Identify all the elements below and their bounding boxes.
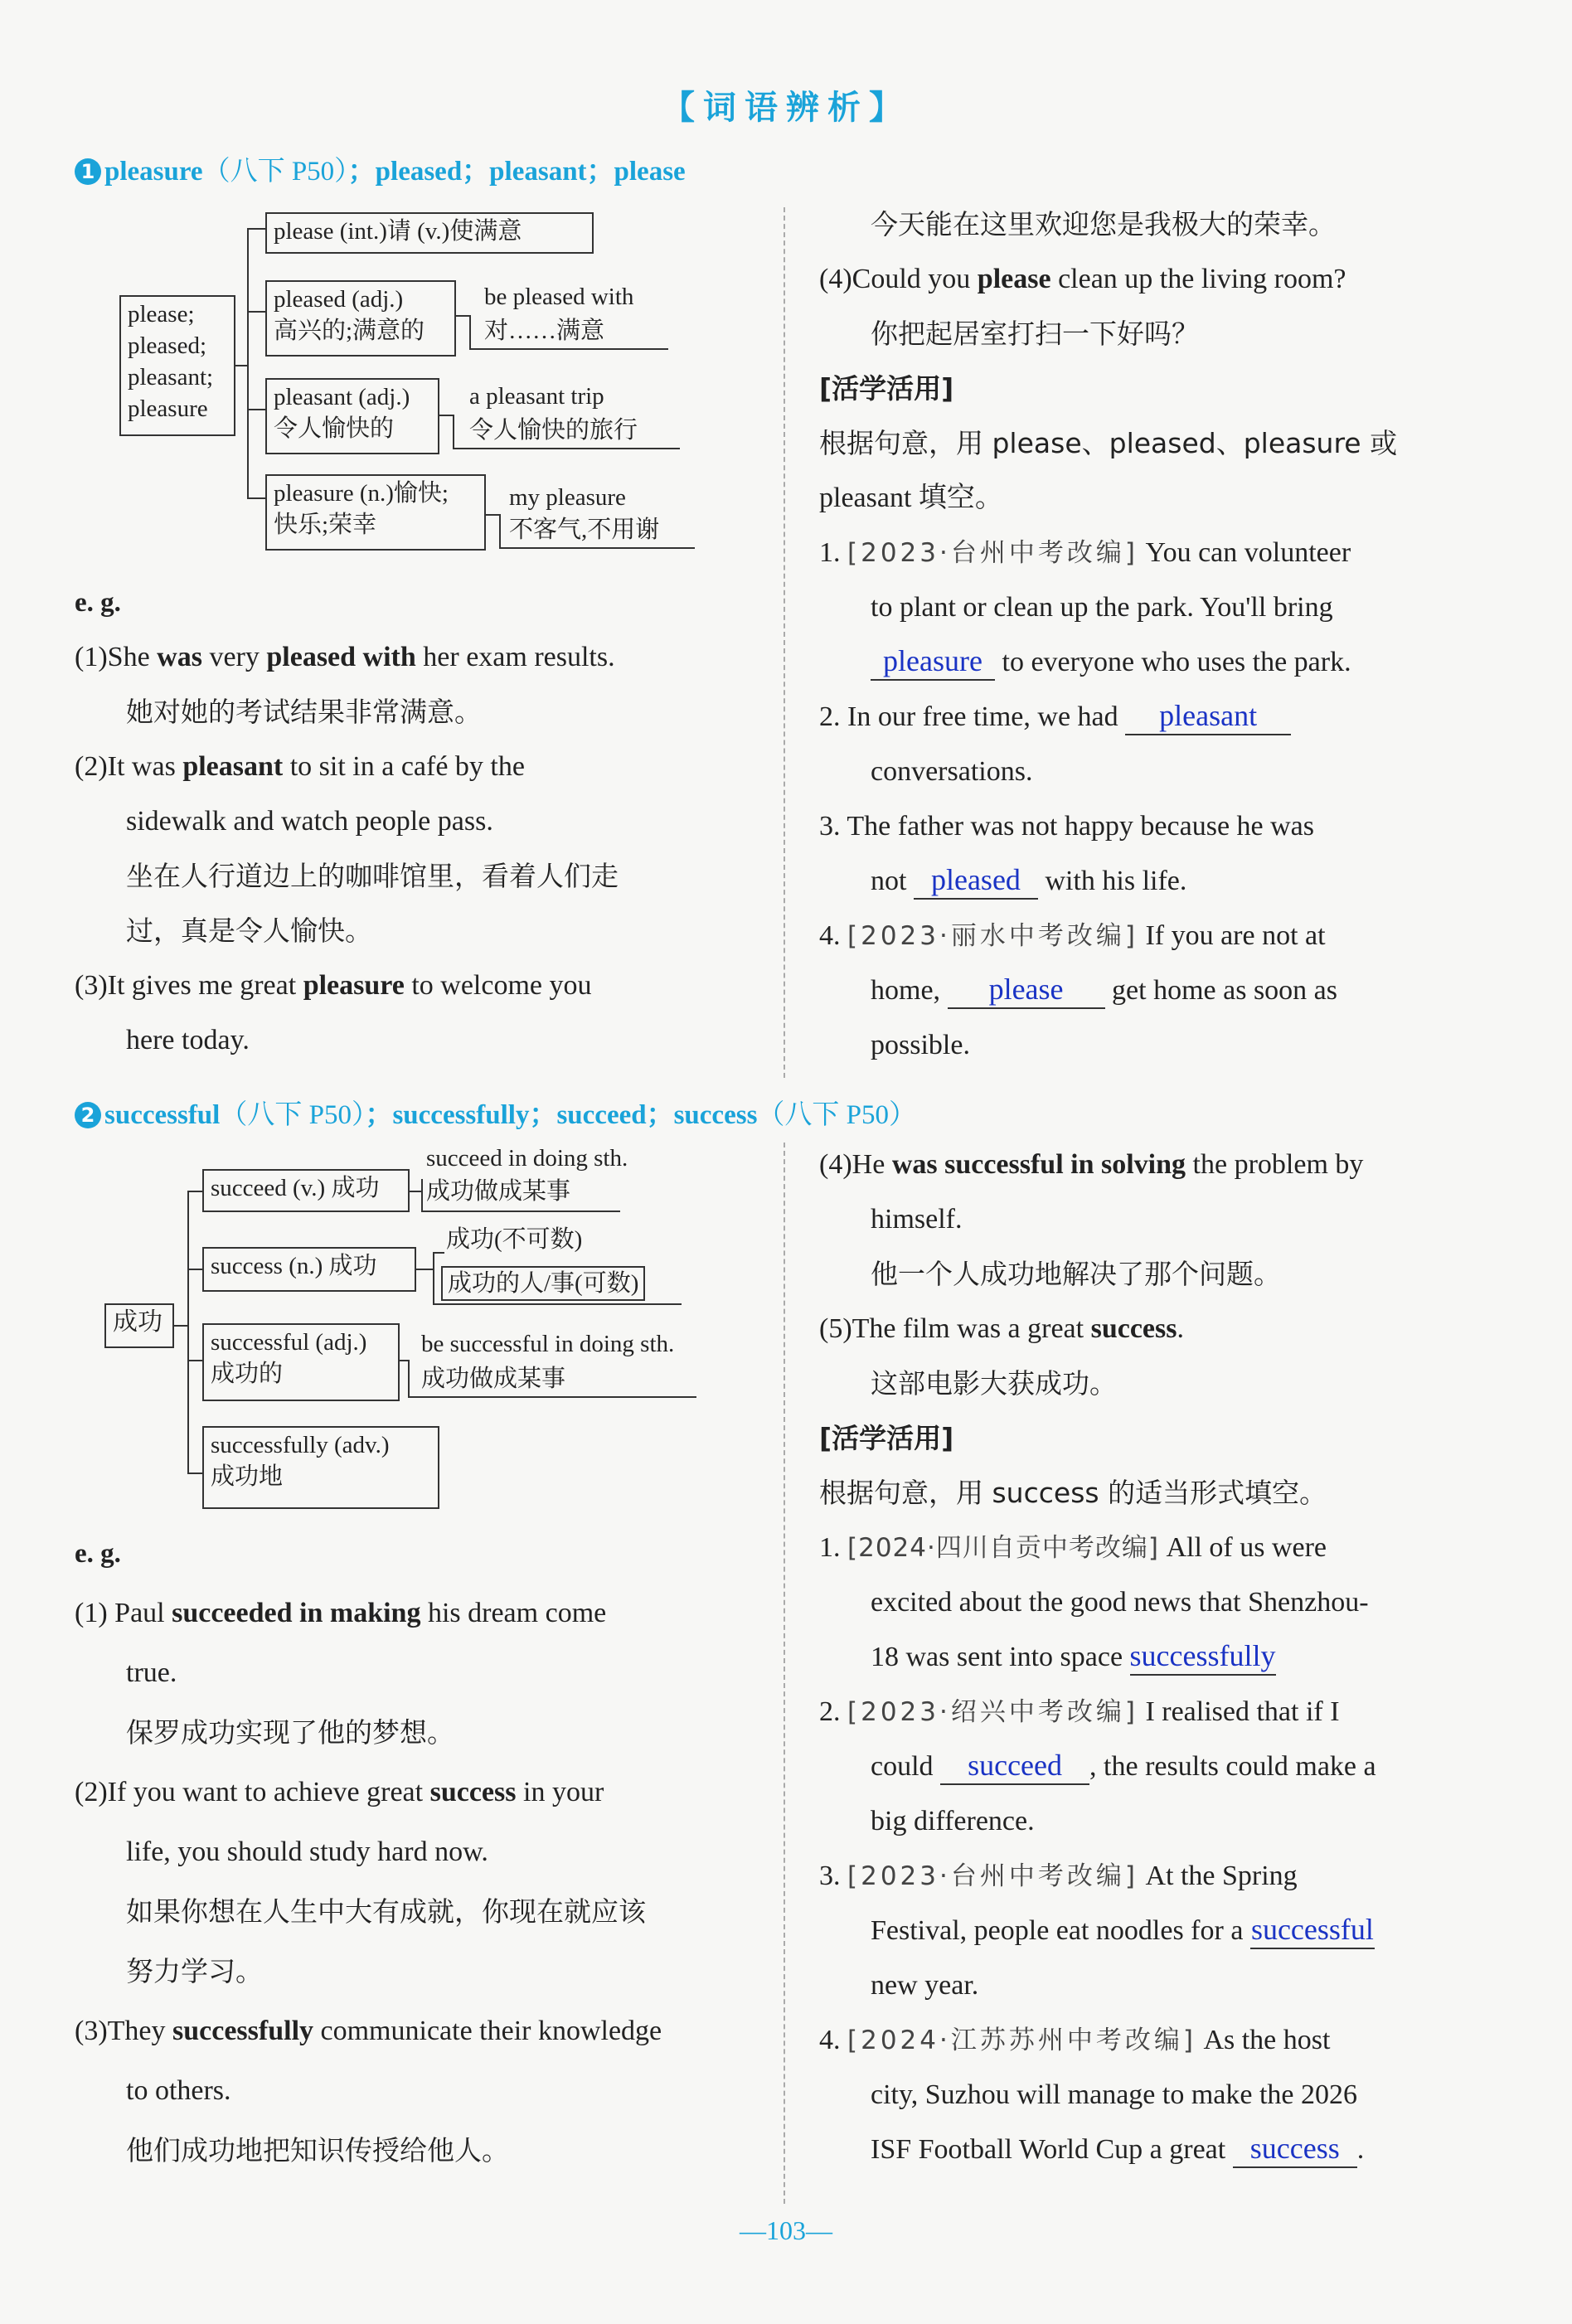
mindmap2-root: 成功: [104, 1303, 174, 1348]
section2-practice-heading: [活学活用]: [819, 1422, 954, 1454]
section1-heading-main: pleasure: [104, 157, 203, 187]
mindmap1-pleasant: pleasant (adj.) 令人愉快的: [265, 378, 439, 454]
section1-q1-line2: to plant or clean up the park. You'll bring: [871, 592, 1333, 623]
section1-q4-line3: possible.: [871, 1030, 970, 1060]
mindmap2-succeed: succeed (v.) 成功: [202, 1169, 410, 1212]
section1-q3-line2: not pleased with his life.: [819, 854, 1499, 909]
mindmap1-pleasant-sub2: 令人愉快的旅行: [469, 417, 638, 444]
section1-q4-line2: home, please get home as soon as: [819, 963, 1499, 1018]
page-number: —103—: [740, 2215, 832, 2245]
section1-example1-cn: 她对她的考试结果非常满意。: [126, 696, 482, 728]
section2-example3-cn: 他们成功地把知识传授给他人。: [126, 2134, 509, 2166]
mindmap1-pleasure-sub1: my pleasure: [509, 484, 626, 511]
mindmap2-success-sub1: 成功(不可数): [446, 1226, 583, 1253]
section2-example2: (2)If you want to achieve great success in your: [75, 1777, 604, 1807]
mindmap1-pleased-sub1: be pleased with: [484, 284, 634, 310]
section2-example3-line2: to others.: [126, 2075, 231, 2106]
section2-eg-label: e. g.: [75, 1539, 121, 1569]
section1-example3-cn: 今天能在这里欢迎您是我极大的荣幸。: [871, 208, 1336, 240]
section2-example1: (1) Paul succeeded in making his dream come: [75, 1598, 607, 1628]
section2-q3-answer[interactable]: successful: [1250, 1911, 1375, 1949]
page-title: 【词语辨析】: [662, 89, 910, 127]
section1-right-column: [819, 197, 1499, 1073]
section2-q4-answer[interactable]: success: [1233, 2130, 1357, 2168]
section2-q2: 2. [2023·绍兴中考改编] I realised that if I: [819, 1696, 1340, 1727]
section1-example2-cn2: 过，真是令人愉快。: [126, 915, 372, 947]
section2-q2-answer[interactable]: succeed: [940, 1747, 1089, 1785]
section2-example2-cn1: 如果你想在人生中大有成就，你现在就应该: [126, 1895, 646, 1928]
section1-practice-instruction2: pleasant 填空。: [819, 483, 1003, 513]
section1-q3: 3. The father was not happy because he was: [819, 811, 1314, 842]
section2-q1-line3: 18 was sent into space successfully: [819, 1630, 1507, 1685]
mindmap1-pleasure-sub2: 不客气,不用谢: [509, 517, 660, 543]
section2-example1-line2: true.: [126, 1657, 177, 1688]
section2-q1: 1. [2024·四川自贡中考改编] All of us were: [819, 1532, 1327, 1563]
mindmap2-successful-sub1: be successful in doing sth.: [421, 1331, 675, 1357]
section2-example5-cn: 这部电影大获成功。: [871, 1367, 1117, 1400]
section2-heading-rest: ；successfully；succeed；success: [365, 1100, 758, 1130]
mindmap1-pleasure: pleasure (n.)愉快; 快乐;荣幸: [265, 474, 486, 551]
section1-q1: 1. [2023·台州中考改编] You can volunteer: [819, 537, 1351, 568]
section2-q2-line2: could succeed , the results could make a: [819, 1739, 1507, 1794]
section2-q4: 4. [2024·江苏苏州中考改编] As the host: [819, 2025, 1331, 2055]
column-divider-2: [784, 1143, 785, 2204]
mindmap1-root: please; pleased; pleasant; pleasure: [119, 295, 235, 436]
column-divider-1: [784, 207, 785, 1078]
section1-example3: (3)It gives me great pleasure to welcome you: [75, 970, 592, 1001]
section1-q2: 2. In our free time, we had pleasant: [819, 690, 1499, 745]
section2-heading-ref2: （八下 P50）: [757, 1100, 917, 1130]
section1-example2-line2: sidewalk and watch people pass.: [126, 806, 493, 837]
section1-eg-label: e. g.: [75, 588, 121, 618]
section2-q1-answer[interactable]: successfully: [1130, 1637, 1276, 1676]
section2-heading: [75, 1093, 916, 1132]
section2-example4: (4)He was successful in solving the problem by: [819, 1149, 1364, 1180]
section2-right-column: [819, 1138, 1507, 2177]
section2-q4-line2: city, Suzhou will manage to make the 2026: [871, 2079, 1357, 2110]
section1-q3-answer[interactable]: pleased: [914, 861, 1038, 900]
section2-q1-line2: excited about the good news that Shenzhou-: [871, 1587, 1369, 1618]
section2-heading-main: successful: [104, 1100, 221, 1130]
mindmap2-succeed-sub1: succeed in doing sth.: [426, 1145, 628, 1172]
section2-q4-line3: ISF Football World Cup a great success .: [819, 2123, 1507, 2177]
section1-practice-heading: [活学活用]: [819, 372, 954, 405]
section1-q4-answer[interactable]: please: [948, 971, 1105, 1009]
mindmap2-successful-sub2: 成功做成某事: [421, 1366, 566, 1392]
mindmap1-pleasant-sub1: a pleasant trip: [469, 383, 604, 410]
section1-example2: (2)It was pleasant to sit in a café by the: [75, 751, 525, 782]
section2-example4-line2: himself.: [871, 1204, 963, 1235]
section2-example2-cn2: 努力学习。: [126, 1955, 263, 1987]
section1-example4-cn: 你把起居室打扫一下好吗？: [871, 318, 1199, 350]
section2-heading-ref1: （八下 P50）: [220, 1100, 366, 1130]
section2-q3: 3. [2023·台州中考改编] At the Spring: [819, 1861, 1298, 1891]
section1-example2-cn1: 坐在人行道边上的咖啡馆里，看着人们走: [126, 860, 619, 892]
section1-heading: [75, 149, 686, 188]
section1-examples-left: [75, 575, 754, 1068]
section2-practice-instruction: 根据句意，用 success 的适当形式填空。: [819, 1477, 1327, 1509]
section1-q2-line2: conversations.: [871, 756, 1033, 787]
section1-heading-rest: ；pleased；pleasant；please: [347, 157, 686, 187]
section1-q1-line3: pleasure to everyone who uses the park.: [819, 635, 1499, 690]
section2-q3-line2: Festival, people eat noodles for a successful: [819, 1904, 1507, 1958]
section2-example4-cn: 他一个人成功地解决了那个问题。: [871, 1258, 1281, 1290]
mindmap2-success-sub2: 成功的人/事(可数): [441, 1266, 645, 1301]
mindmap2-succeed-sub2: 成功做成某事: [426, 1178, 571, 1205]
section1-q2-answer[interactable]: pleasant: [1125, 697, 1291, 735]
section1-example3-line2: here today.: [126, 1025, 250, 1055]
section1-q4: 4. [2023·丽水中考改编] If you are not at: [819, 920, 1326, 951]
section1-practice-instruction1: 根据句意，用 please、pleased、pleasure 或: [819, 427, 1398, 459]
section1-q1-answer[interactable]: pleasure: [871, 643, 995, 681]
section2-example1-cn: 保罗成功实现了他的梦想。: [126, 1716, 454, 1749]
mindmap1-pleased: pleased (adj.) 高兴的;满意的: [265, 280, 456, 357]
mindmap2-successful: successful (adj.) 成功的: [202, 1323, 400, 1401]
section2-q2-line3: big difference.: [871, 1806, 1035, 1836]
section2-examples-left: [75, 1524, 754, 2181]
mindmap1-pleased-sub2: 对……满意: [484, 318, 605, 344]
section1-example1: (1)She was very pleased with her exam results.: [75, 642, 615, 672]
mindmap2-success: success (n.) 成功: [202, 1247, 416, 1292]
section2-number: 2: [75, 1102, 101, 1128]
section1-number: 1: [75, 158, 101, 185]
section2-example2-line2: life, you should study hard now.: [126, 1836, 488, 1867]
section1-example4: (4)Could you please clean up the living room?: [819, 264, 1346, 294]
section2-example5: (5)The film was a great success.: [819, 1313, 1184, 1344]
section1-heading-ref: （八下 P50）: [202, 157, 348, 187]
section2-example3: (3)They successfully communicate their knowledge: [75, 2016, 662, 2046]
mindmap1-please: please (int.)请 (v.)使满意: [265, 212, 594, 254]
section2-q3-line3: new year.: [871, 1970, 979, 2001]
mindmap2-successfully: successfully (adv.) 成功地: [202, 1426, 439, 1509]
